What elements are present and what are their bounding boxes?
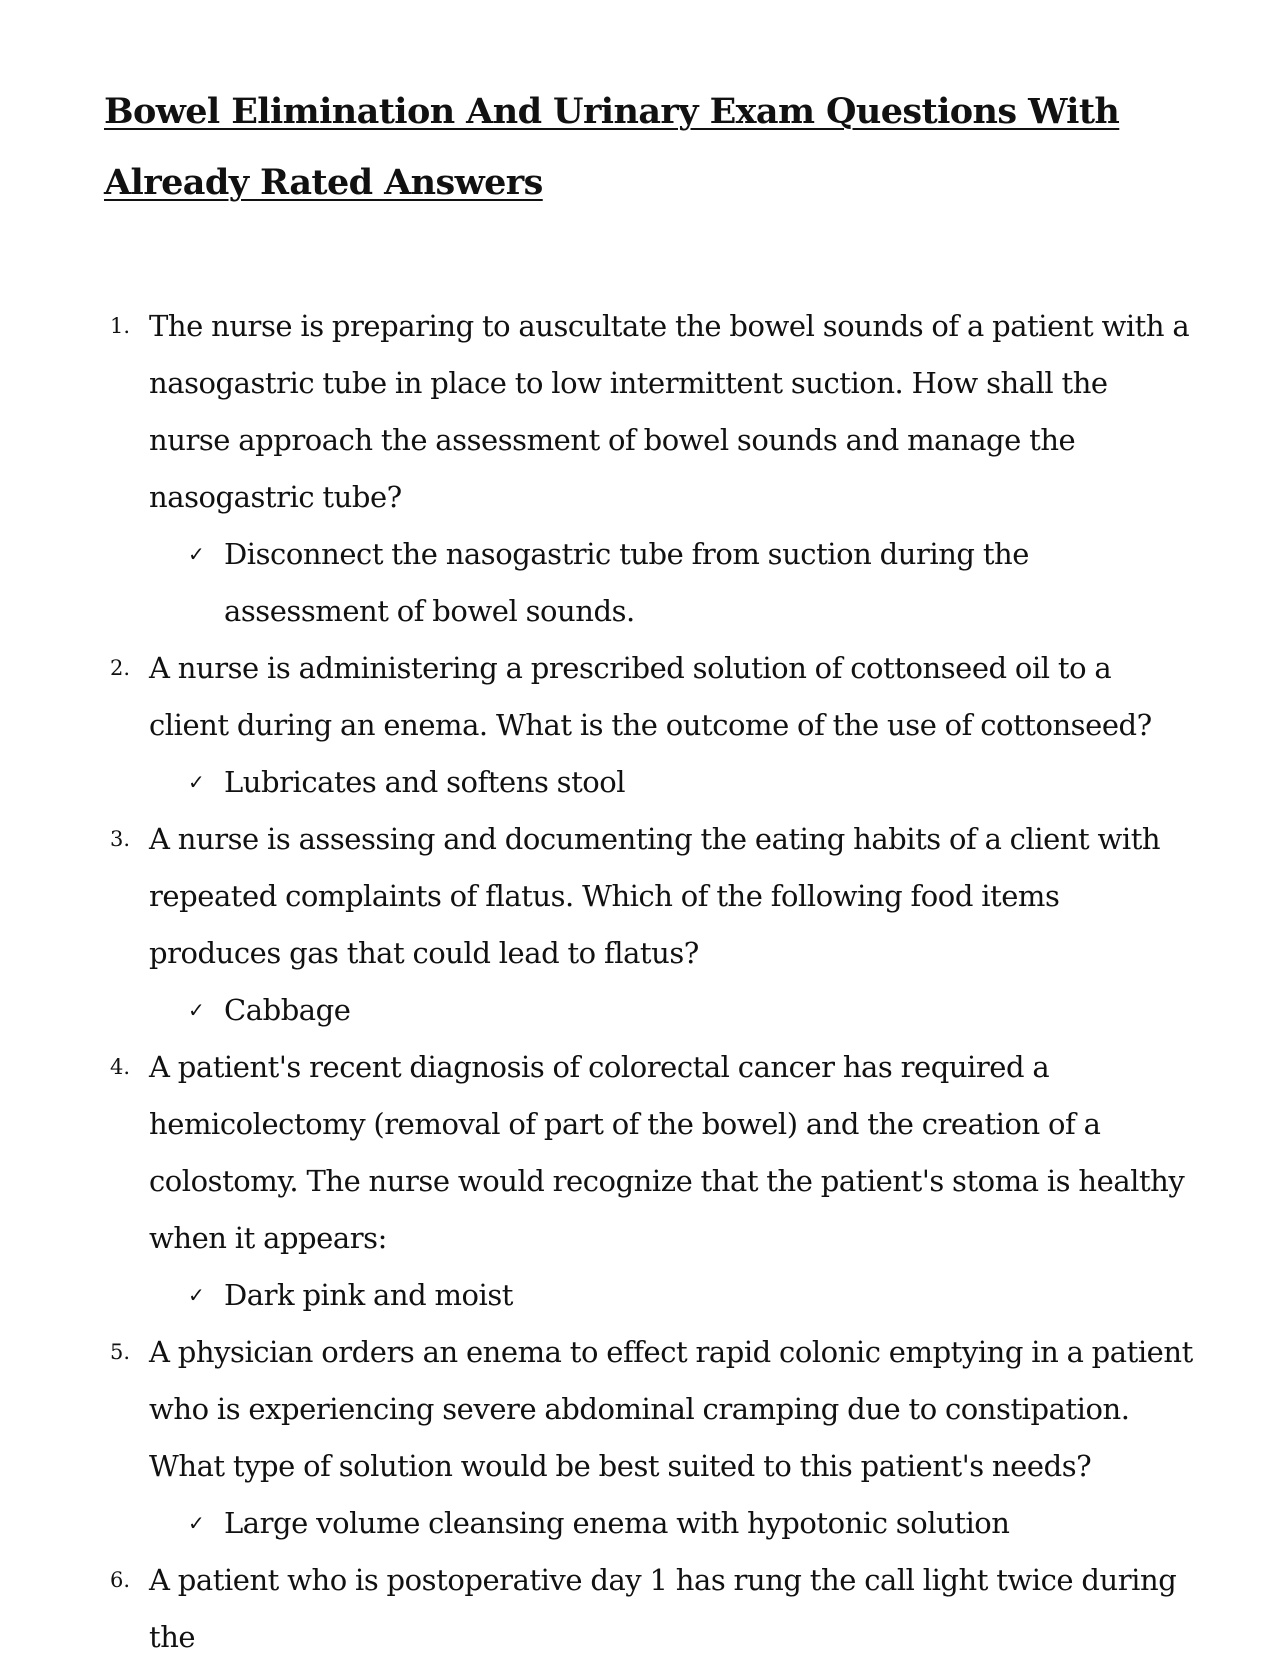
- answer-text: Lubricates and softens stool: [224, 765, 626, 799]
- question-number: 2.: [110, 656, 131, 680]
- answer-text: Dark pink and moist: [224, 1278, 513, 1312]
- document-title: Bowel Elimination And Urinary Exam Questions With Already Rated Answers: [104, 91, 1120, 203]
- question-number: 3.: [110, 827, 131, 851]
- checkmark-icon: ✓: [188, 542, 205, 566]
- answer-text: Disconnect the nasogastric tube from suction during the assessment of bowel sounds.: [224, 537, 1029, 628]
- checkmark-icon: ✓: [188, 998, 205, 1022]
- question-text: The nurse is preparing to auscultate the bowel sounds of a patient with a nasogastric tube in place to low intermittent suction. How shall the nurse approach the assessment of bowel sounds and manage the nasogastric tube?: [149, 309, 1190, 514]
- question-text: A nurse is administering a prescribed solution of cottonseed oil to a client during an enema. What is the outcome of the use of cottonseed?: [149, 651, 1152, 742]
- question-text: A patient's recent diagnosis of colorectal cancer has required a hemicolectomy (removal of part of the bowel) and the creation of a colostomy. The nurse would recognize that the patient's stoma is healthy when it appears:: [149, 1050, 1185, 1255]
- question-item: [0, 1324, 1280, 1552]
- answer-item: [0, 1495, 1280, 1552]
- question-item: [0, 298, 1280, 640]
- question-text: A patient who is postoperative day 1 has rung the call light twice during the: [149, 1563, 1177, 1654]
- question-number: 1.: [110, 314, 131, 338]
- question-number: 4.: [110, 1055, 131, 1079]
- answer-item: [0, 1267, 1280, 1324]
- checkmark-icon: ✓: [188, 770, 205, 794]
- answer-text: Large volume cleansing enema with hypotonic solution: [224, 1506, 1010, 1540]
- checkmark-icon: ✓: [188, 1511, 205, 1535]
- question-item: [0, 640, 1280, 811]
- question-item: [0, 1552, 1280, 1666]
- question-number: 6.: [110, 1568, 131, 1592]
- question-text: A physician orders an enema to effect rapid colonic emptying in a patient who is experiencing severe abdominal cramping due to constipation. What type of solution would be best suited to this patient's needs?: [149, 1335, 1193, 1483]
- answer-item: [0, 754, 1280, 811]
- answer-text: Cabbage: [224, 993, 351, 1027]
- question-item: [0, 1039, 1280, 1324]
- checkmark-icon: ✓: [188, 1283, 205, 1307]
- question-item: [0, 811, 1280, 1039]
- answer-item: [0, 526, 1280, 640]
- question-text: A nurse is assessing and documenting the eating habits of a client with repeated complaints of flatus. Which of the following food items produces gas that could lead to flatus?: [149, 822, 1161, 970]
- question-number: 5.: [110, 1340, 131, 1364]
- answer-item: [0, 982, 1280, 1039]
- question-list: [0, 298, 1280, 1666]
